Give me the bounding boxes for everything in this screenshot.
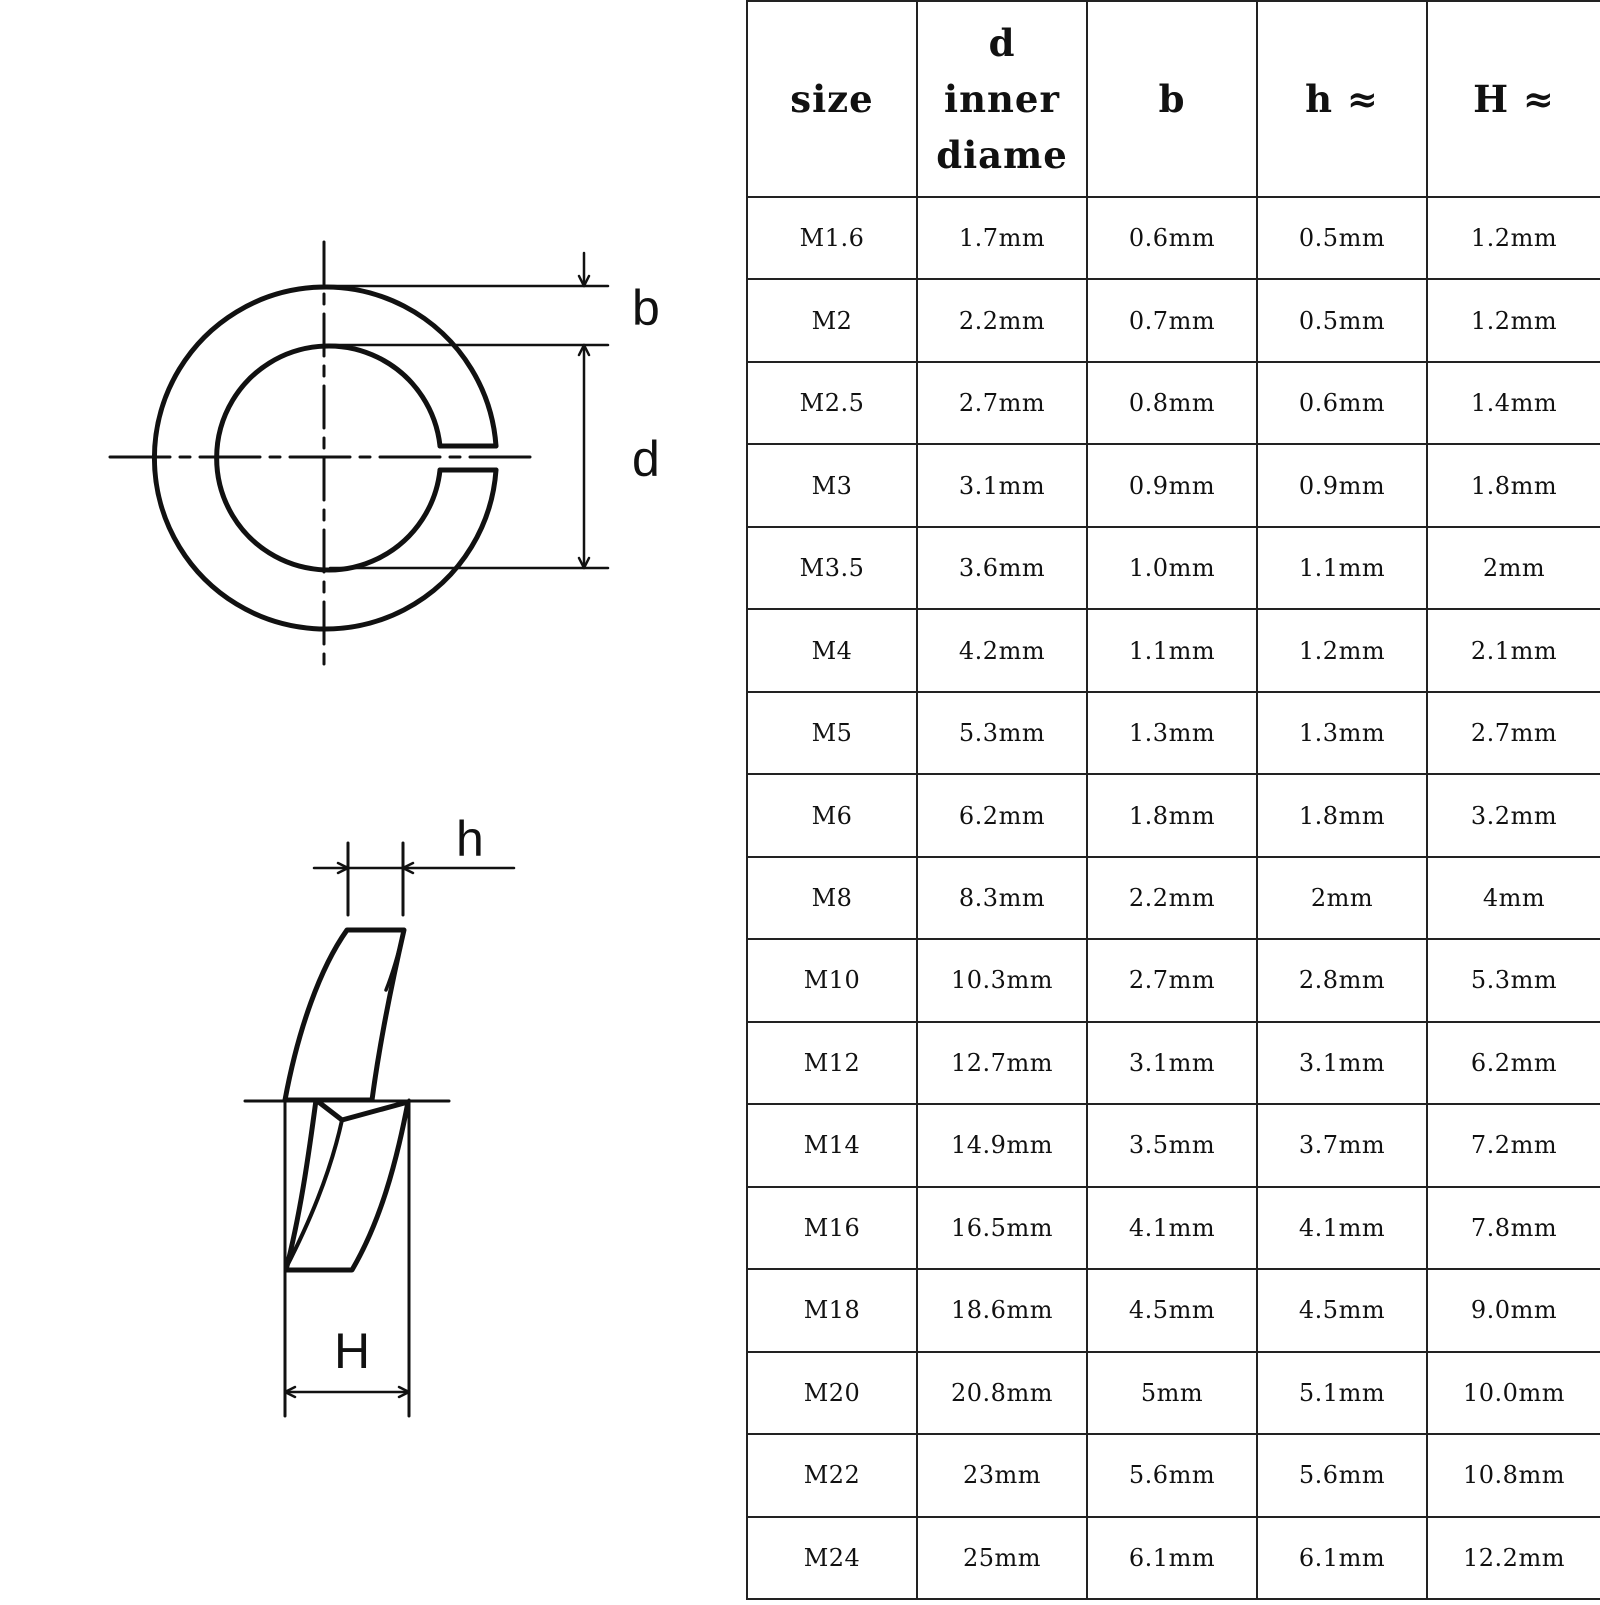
inner-diameter-cell: 6.2mm xyxy=(917,774,1087,856)
inner-diameter-cell: 23mm xyxy=(917,1434,1087,1516)
header-size: size xyxy=(747,1,917,197)
table-row xyxy=(747,1269,1600,1351)
size-cell: M20 xyxy=(747,1352,917,1434)
inner-diameter-cell: 1.7mm xyxy=(917,197,1087,279)
H-cell: 4mm xyxy=(1427,857,1600,939)
table-row xyxy=(747,1104,1600,1186)
table-row xyxy=(747,692,1600,774)
b-cell: 4.1mm xyxy=(1087,1187,1257,1269)
b-cell: 6.1mm xyxy=(1087,1517,1257,1600)
header-H: H ≈ xyxy=(1427,1,1600,197)
table-row xyxy=(747,1517,1600,1600)
size-cell: M1.6 xyxy=(747,197,917,279)
size-cell: M10 xyxy=(747,939,917,1021)
size-cell: M16 xyxy=(747,1187,917,1269)
H-cell: 2.7mm xyxy=(1427,692,1600,774)
inner-diameter-cell: 25mm xyxy=(917,1517,1087,1600)
label-d: d xyxy=(632,431,660,487)
b-cell: 5mm xyxy=(1087,1352,1257,1434)
b-cell: 1.0mm xyxy=(1087,527,1257,609)
washer-lower-half xyxy=(286,1100,408,1270)
b-cell: 2.2mm xyxy=(1087,857,1257,939)
washer-inner-curve xyxy=(286,1120,342,1268)
label-h: h xyxy=(456,811,484,867)
h-cell: 4.1mm xyxy=(1257,1187,1427,1269)
H-cell: 12.2mm xyxy=(1427,1517,1600,1600)
h-cell: 5.1mm xyxy=(1257,1352,1427,1434)
spec-table xyxy=(746,0,1600,1600)
H-cell: 1.2mm xyxy=(1427,279,1600,361)
size-cell: M3 xyxy=(747,444,917,526)
h-cell: 1.2mm xyxy=(1257,609,1427,691)
h-cell: 1.8mm xyxy=(1257,774,1427,856)
size-cell: M18 xyxy=(747,1269,917,1351)
b-cell: 0.6mm xyxy=(1087,197,1257,279)
table-row xyxy=(747,197,1600,279)
b-cell: 5.6mm xyxy=(1087,1434,1257,1516)
h-cell: 0.5mm xyxy=(1257,197,1427,279)
table-row xyxy=(747,1434,1600,1516)
h-cell: 0.6mm xyxy=(1257,362,1427,444)
b-cell: 1.3mm xyxy=(1087,692,1257,774)
h-cell: 1.3mm xyxy=(1257,692,1427,774)
h-cell: 3.1mm xyxy=(1257,1022,1427,1104)
table-row xyxy=(747,444,1600,526)
inner-diameter-cell: 10.3mm xyxy=(917,939,1087,1021)
h-cell: 0.9mm xyxy=(1257,444,1427,526)
h-cell: 0.5mm xyxy=(1257,279,1427,361)
table-row xyxy=(747,362,1600,444)
H-cell: 10.0mm xyxy=(1427,1352,1600,1434)
inner-diameter-cell: 4.2mm xyxy=(917,609,1087,691)
spec-table-body xyxy=(747,197,1600,1599)
table-row xyxy=(747,527,1600,609)
spec-table-header xyxy=(747,1,1600,197)
inner-diameter-cell: 20.8mm xyxy=(917,1352,1087,1434)
h-cell: 3.7mm xyxy=(1257,1104,1427,1186)
size-cell: M3.5 xyxy=(747,527,917,609)
table-row xyxy=(747,857,1600,939)
inner-diameter-cell: 14.9mm xyxy=(917,1104,1087,1186)
H-cell: 2mm xyxy=(1427,527,1600,609)
h-cell: 2.8mm xyxy=(1257,939,1427,1021)
size-cell: M2.5 xyxy=(747,362,917,444)
b-cell: 3.5mm xyxy=(1087,1104,1257,1186)
inner-diameter-cell: 16.5mm xyxy=(917,1187,1087,1269)
table-row xyxy=(747,279,1600,361)
H-cell: 1.2mm xyxy=(1427,197,1600,279)
h-cell: 2mm xyxy=(1257,857,1427,939)
size-cell: M14 xyxy=(747,1104,917,1186)
h-cell: 4.5mm xyxy=(1257,1269,1427,1351)
table-row xyxy=(747,774,1600,856)
table-row xyxy=(747,609,1600,691)
H-cell: 1.4mm xyxy=(1427,362,1600,444)
b-cell: 2.7mm xyxy=(1087,939,1257,1021)
inner-diameter-cell: 3.6mm xyxy=(917,527,1087,609)
inner-diameter-cell: 5.3mm xyxy=(917,692,1087,774)
b-cell: 4.5mm xyxy=(1087,1269,1257,1351)
b-cell: 0.9mm xyxy=(1087,444,1257,526)
H-cell: 5.3mm xyxy=(1427,939,1600,1021)
H-cell: 6.2mm xyxy=(1427,1022,1600,1104)
label-b: b xyxy=(632,280,660,336)
b-cell: 3.1mm xyxy=(1087,1022,1257,1104)
header-b: b xyxy=(1087,1,1257,197)
h-cell: 5.6mm xyxy=(1257,1434,1427,1516)
inner-diameter-cell: 12.7mm xyxy=(917,1022,1087,1104)
inner-diameter-cell: 8.3mm xyxy=(917,857,1087,939)
label-H: H xyxy=(334,1323,371,1379)
size-cell: M24 xyxy=(747,1517,917,1600)
h-cell: 6.1mm xyxy=(1257,1517,1427,1600)
size-cell: M6 xyxy=(747,774,917,856)
inner-diameter-cell: 18.6mm xyxy=(917,1269,1087,1351)
header-inner-diameter: d inner diame xyxy=(917,1,1087,197)
table-row xyxy=(747,1022,1600,1104)
H-cell: 3.2mm xyxy=(1427,774,1600,856)
b-cell: 1.8mm xyxy=(1087,774,1257,856)
washer-upper-half xyxy=(285,930,404,1100)
H-cell: 10.8mm xyxy=(1427,1434,1600,1516)
H-cell: 2.1mm xyxy=(1427,609,1600,691)
size-cell: M4 xyxy=(747,609,917,691)
table-row xyxy=(747,1352,1600,1434)
table-row xyxy=(747,1187,1600,1269)
h-cell: 1.1mm xyxy=(1257,527,1427,609)
washer-diagram xyxy=(0,0,745,1600)
inner-diameter-cell: 2.7mm xyxy=(917,362,1087,444)
H-cell: 1.8mm xyxy=(1427,444,1600,526)
size-cell: M22 xyxy=(747,1434,917,1516)
header-h: h ≈ xyxy=(1257,1,1427,197)
b-cell: 1.1mm xyxy=(1087,609,1257,691)
inner-diameter-cell: 3.1mm xyxy=(917,444,1087,526)
size-cell: M5 xyxy=(747,692,917,774)
size-cell: M2 xyxy=(747,279,917,361)
inner-diameter-cell: 2.2mm xyxy=(917,279,1087,361)
b-cell: 0.7mm xyxy=(1087,279,1257,361)
H-cell: 7.8mm xyxy=(1427,1187,1600,1269)
washer-drawing xyxy=(0,0,745,1600)
table-row xyxy=(747,939,1600,1021)
H-cell: 9.0mm xyxy=(1427,1269,1600,1351)
H-cell: 7.2mm xyxy=(1427,1104,1600,1186)
size-cell: M8 xyxy=(747,857,917,939)
size-cell: M12 xyxy=(747,1022,917,1104)
header-row xyxy=(747,1,1600,197)
b-cell: 0.8mm xyxy=(1087,362,1257,444)
